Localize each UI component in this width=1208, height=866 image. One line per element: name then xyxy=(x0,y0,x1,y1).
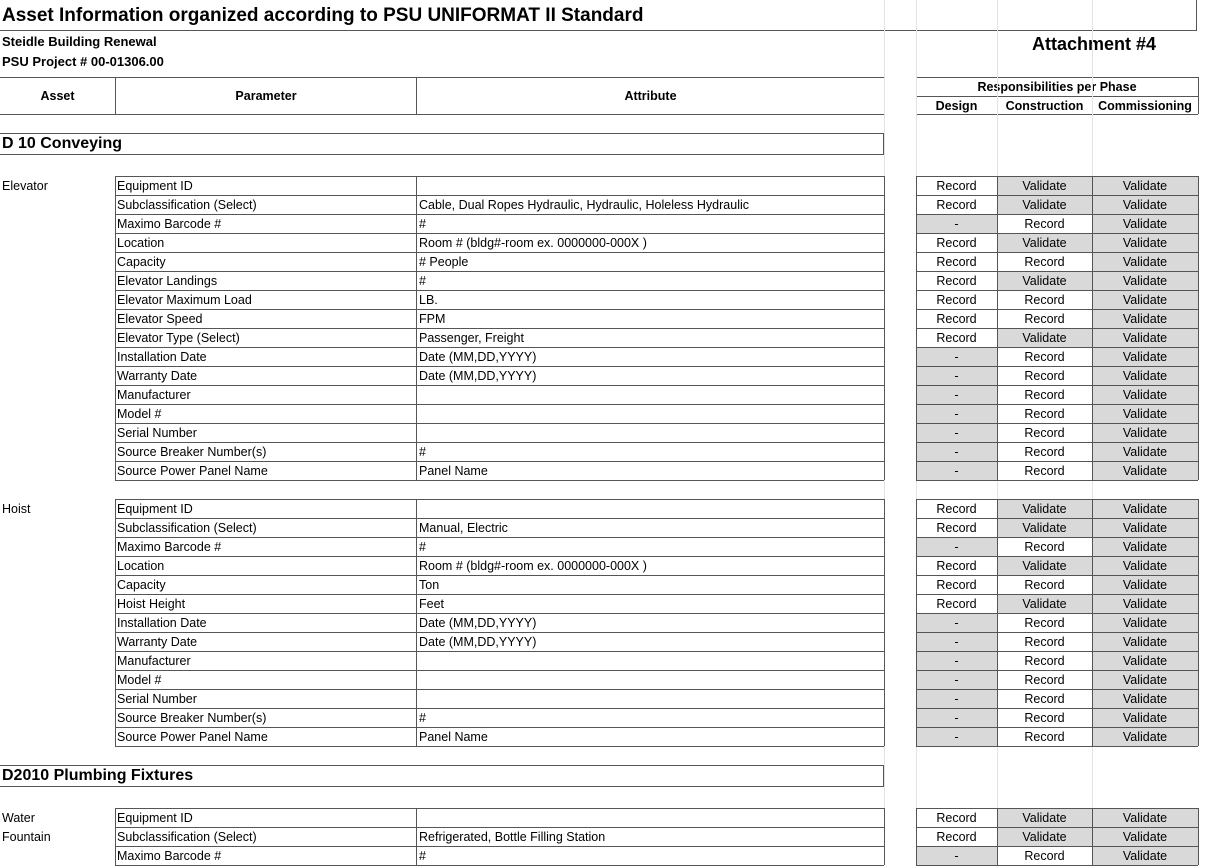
design-cell: - xyxy=(916,443,997,461)
grid-line xyxy=(115,746,884,747)
attribute-cell: # xyxy=(419,849,426,863)
commissioning-cell: Validate xyxy=(1092,828,1198,846)
design-cell: Record xyxy=(936,179,977,193)
commissioning-cell: Validate xyxy=(1092,538,1198,556)
design-cell: Record xyxy=(936,293,977,307)
parameter-cell: Location xyxy=(117,559,165,573)
parameter-cell: Serial Number xyxy=(117,692,197,706)
design-cell: Record xyxy=(936,255,977,269)
attribute-cell: # xyxy=(419,445,426,459)
parameter-cell: Equipment ID xyxy=(117,179,193,193)
commissioning-cell: Validate xyxy=(1092,272,1198,290)
grid-line xyxy=(115,480,884,481)
parameter-cell: Elevator Maximum Load xyxy=(117,293,252,307)
attribute-cell: Date (MM,DD,YYYY) xyxy=(419,350,537,364)
construction-cell: Validate xyxy=(997,595,1092,613)
attribute-cell: Manual, Electric xyxy=(419,521,508,535)
grid-line xyxy=(916,176,917,480)
parameter-cell: Manufacturer xyxy=(117,388,191,402)
construction-cell: Record xyxy=(1024,445,1065,459)
grid-line xyxy=(884,176,885,480)
construction-cell: Record xyxy=(1024,730,1065,744)
col-header-phase-group: Responsibilities per Phase xyxy=(977,80,1137,94)
construction-cell: Record xyxy=(1024,654,1065,668)
commissioning-cell: Validate xyxy=(1092,196,1198,214)
sheet-title: Asset Information organized according to PSU UNIFORMAT II Standard xyxy=(2,5,644,26)
design-cell: - xyxy=(916,847,997,865)
parameter-cell: Model # xyxy=(117,673,162,687)
construction-cell: Record xyxy=(1024,350,1065,364)
design-cell: Record xyxy=(936,811,977,825)
attribute-cell: # xyxy=(419,274,426,288)
commissioning-cell: Validate xyxy=(1092,709,1198,727)
section-title: D 10 Conveying xyxy=(2,135,123,152)
parameter-cell: Maximo Barcode # xyxy=(117,217,222,231)
attribute-cell: Panel Name xyxy=(419,464,488,478)
construction-cell: Record xyxy=(1024,578,1065,592)
design-cell: Record xyxy=(936,597,977,611)
grid-line xyxy=(884,808,885,865)
design-cell: Record xyxy=(936,830,977,844)
construction-cell: Validate xyxy=(997,177,1092,195)
construction-cell: Record xyxy=(1024,692,1065,706)
construction-cell: Validate xyxy=(997,519,1092,537)
parameter-cell: Equipment ID xyxy=(117,502,193,516)
commissioning-cell: Validate xyxy=(1092,329,1198,347)
asset-name: Elevator xyxy=(2,179,48,193)
design-cell: Record xyxy=(936,578,977,592)
design-cell: - xyxy=(916,728,997,746)
section-title: D2010 Plumbing Fixtures xyxy=(2,767,194,784)
section-header-box xyxy=(0,133,884,155)
project-number: PSU Project # 00-01306.00 xyxy=(2,54,164,69)
attribute-cell: Date (MM,DD,YYYY) xyxy=(419,369,537,383)
attribute-cell: Passenger, Freight xyxy=(419,331,524,345)
grid-line xyxy=(1198,808,1199,865)
construction-cell: Validate xyxy=(997,500,1092,518)
grid-line xyxy=(997,808,998,865)
attribute-cell: # xyxy=(419,540,426,554)
design-cell: - xyxy=(916,462,997,480)
construction-cell: Validate xyxy=(997,557,1092,575)
commissioning-cell: Validate xyxy=(1092,348,1198,366)
construction-cell: Record xyxy=(1024,849,1065,863)
parameter-cell: Model # xyxy=(117,407,162,421)
attribute-cell: Cable, Dual Ropes Hydraulic, Hydraulic, Holeless Hydraulic xyxy=(419,198,749,212)
attribute-cell: # xyxy=(419,217,426,231)
design-cell: - xyxy=(916,215,997,233)
design-cell: - xyxy=(916,367,997,385)
grid-line xyxy=(115,499,116,746)
col-header-commissioning: Commissioning xyxy=(1098,99,1192,113)
attribute-cell: Room # (bldg#-room ex. 0000000-000X ) xyxy=(419,236,647,250)
construction-cell: Record xyxy=(1024,255,1065,269)
commissioning-cell: Validate xyxy=(1092,652,1198,670)
parameter-cell: Equipment ID xyxy=(117,811,193,825)
col-header-asset: Asset xyxy=(40,89,75,103)
attribute-cell: Refrigerated, Bottle Filling Station xyxy=(419,830,606,844)
grid-line xyxy=(115,176,116,480)
grid-line xyxy=(997,176,998,480)
col-header-attribute: Attribute xyxy=(624,89,677,103)
construction-cell: Validate xyxy=(997,809,1092,827)
parameter-cell: Elevator Landings xyxy=(117,274,218,288)
attribute-cell: Panel Name xyxy=(419,730,488,744)
design-cell: - xyxy=(916,424,997,442)
attachment-label: Attachment #4 xyxy=(1032,34,1157,54)
commissioning-cell: Validate xyxy=(1092,291,1198,309)
commissioning-cell: Validate xyxy=(1092,177,1198,195)
commissioning-cell: Validate xyxy=(1092,500,1198,518)
design-cell: - xyxy=(916,709,997,727)
parameter-cell: Subclassification (Select) xyxy=(117,521,257,535)
commissioning-cell: Validate xyxy=(1092,310,1198,328)
design-cell: - xyxy=(916,614,997,632)
attribute-cell: Room # (bldg#-room ex. 0000000-000X ) xyxy=(419,559,647,573)
commissioning-cell: Validate xyxy=(1092,443,1198,461)
commissioning-cell: Validate xyxy=(1092,367,1198,385)
grid-line xyxy=(1092,808,1093,865)
commissioning-cell: Validate xyxy=(1092,462,1198,480)
grid-line xyxy=(115,808,116,865)
parameter-cell: Installation Date xyxy=(117,350,207,364)
commissioning-cell: Validate xyxy=(1092,690,1198,708)
grid-line xyxy=(1198,176,1199,480)
commissioning-cell: Validate xyxy=(1092,424,1198,442)
design-cell: - xyxy=(916,386,997,404)
design-cell: Record xyxy=(936,559,977,573)
design-cell: - xyxy=(916,633,997,651)
grid-line xyxy=(1198,499,1199,746)
construction-cell: Record xyxy=(1024,464,1065,478)
construction-cell: Record xyxy=(1024,426,1065,440)
parameter-cell: Warranty Date xyxy=(117,635,198,649)
construction-cell: Record xyxy=(1024,673,1065,687)
design-cell: Record xyxy=(936,521,977,535)
grid-line xyxy=(916,808,917,865)
attribute-cell: Date (MM,DD,YYYY) xyxy=(419,616,537,630)
parameter-cell: Source Power Panel Name xyxy=(117,730,268,744)
grid-line xyxy=(416,808,417,865)
attribute-cell: FPM xyxy=(419,312,446,326)
commissioning-cell: Validate xyxy=(1092,728,1198,746)
attribute-cell: Feet xyxy=(419,597,445,611)
grid-line xyxy=(884,499,885,746)
parameter-cell: Elevator Speed xyxy=(117,312,203,326)
parameter-cell: Capacity xyxy=(117,578,166,592)
grid-line xyxy=(916,480,1198,481)
grid-line xyxy=(1092,176,1093,480)
construction-cell: Record xyxy=(1024,407,1065,421)
design-cell: Record xyxy=(936,502,977,516)
commissioning-cell: Validate xyxy=(1092,809,1198,827)
commissioning-cell: Validate xyxy=(1092,576,1198,594)
parameter-cell: Installation Date xyxy=(117,616,207,630)
commissioning-cell: Validate xyxy=(1092,671,1198,689)
commissioning-cell: Validate xyxy=(1092,386,1198,404)
construction-cell: Validate xyxy=(997,234,1092,252)
construction-cell: Record xyxy=(1024,312,1065,326)
parameter-cell: Subclassification (Select) xyxy=(117,198,257,212)
attribute-cell: # xyxy=(419,711,426,725)
design-cell: Record xyxy=(936,236,977,250)
design-cell: Record xyxy=(936,274,977,288)
parameter-cell: Capacity xyxy=(117,255,166,269)
construction-cell: Record xyxy=(1024,540,1065,554)
commissioning-cell: Validate xyxy=(1092,405,1198,423)
parameter-cell: Source Power Panel Name xyxy=(117,464,268,478)
parameter-cell: Source Breaker Number(s) xyxy=(117,445,267,459)
construction-cell: Record xyxy=(1024,711,1065,725)
asset-name: Fountain xyxy=(2,830,51,844)
design-cell: - xyxy=(916,690,997,708)
grid-line xyxy=(916,499,917,746)
grid-line xyxy=(997,499,998,746)
design-cell: - xyxy=(916,652,997,670)
construction-cell: Record xyxy=(1024,217,1065,231)
project-name: Steidle Building Renewal xyxy=(2,34,157,49)
grid-line xyxy=(416,176,417,480)
parameter-cell: Elevator Type (Select) xyxy=(117,331,240,345)
commissioning-cell: Validate xyxy=(1092,633,1198,651)
attribute-cell: LB. xyxy=(419,293,438,307)
parameter-cell: Serial Number xyxy=(117,426,197,440)
construction-cell: Record xyxy=(1024,369,1065,383)
design-cell: - xyxy=(916,538,997,556)
commissioning-cell: Validate xyxy=(1092,519,1198,537)
asset-name: Water xyxy=(2,811,35,825)
attribute-cell: # People xyxy=(419,255,469,269)
grid-line xyxy=(916,746,1198,747)
parameter-cell: Maximo Barcode # xyxy=(117,849,222,863)
design-cell: Record xyxy=(936,198,977,212)
commissioning-cell: Validate xyxy=(1092,614,1198,632)
construction-cell: Validate xyxy=(997,196,1092,214)
parameter-cell: Hoist Height xyxy=(117,597,186,611)
asset-name: Hoist xyxy=(2,502,31,516)
col-header-parameter: Parameter xyxy=(235,89,297,103)
design-cell: Record xyxy=(936,312,977,326)
design-cell: - xyxy=(916,671,997,689)
attribute-cell: Ton xyxy=(419,578,440,592)
grid-line xyxy=(416,499,417,746)
commissioning-cell: Validate xyxy=(1092,557,1198,575)
commissioning-cell: Validate xyxy=(1092,215,1198,233)
commissioning-cell: Validate xyxy=(1092,847,1198,865)
parameter-cell: Subclassification (Select) xyxy=(117,830,257,844)
design-cell: - xyxy=(916,348,997,366)
construction-cell: Record xyxy=(1024,616,1065,630)
construction-cell: Validate xyxy=(997,828,1092,846)
construction-cell: Record xyxy=(1024,293,1065,307)
parameter-cell: Location xyxy=(117,236,165,250)
commissioning-cell: Validate xyxy=(1092,234,1198,252)
col-header-design: Design xyxy=(935,99,978,113)
commissioning-cell: Validate xyxy=(1092,595,1198,613)
construction-cell: Record xyxy=(1024,388,1065,402)
construction-cell: Validate xyxy=(997,329,1092,347)
parameter-cell: Manufacturer xyxy=(117,654,191,668)
grid-line xyxy=(1092,499,1093,746)
commissioning-cell: Validate xyxy=(1092,253,1198,271)
construction-cell: Record xyxy=(1024,635,1065,649)
design-cell: - xyxy=(916,405,997,423)
parameter-cell: Warranty Date xyxy=(117,369,198,383)
parameter-cell: Maximo Barcode # xyxy=(117,540,222,554)
parameter-cell: Source Breaker Number(s) xyxy=(117,711,267,725)
attribute-cell: Date (MM,DD,YYYY) xyxy=(419,635,537,649)
col-header-construction: Construction xyxy=(1005,99,1084,113)
construction-cell: Validate xyxy=(997,272,1092,290)
design-cell: Record xyxy=(936,331,977,345)
